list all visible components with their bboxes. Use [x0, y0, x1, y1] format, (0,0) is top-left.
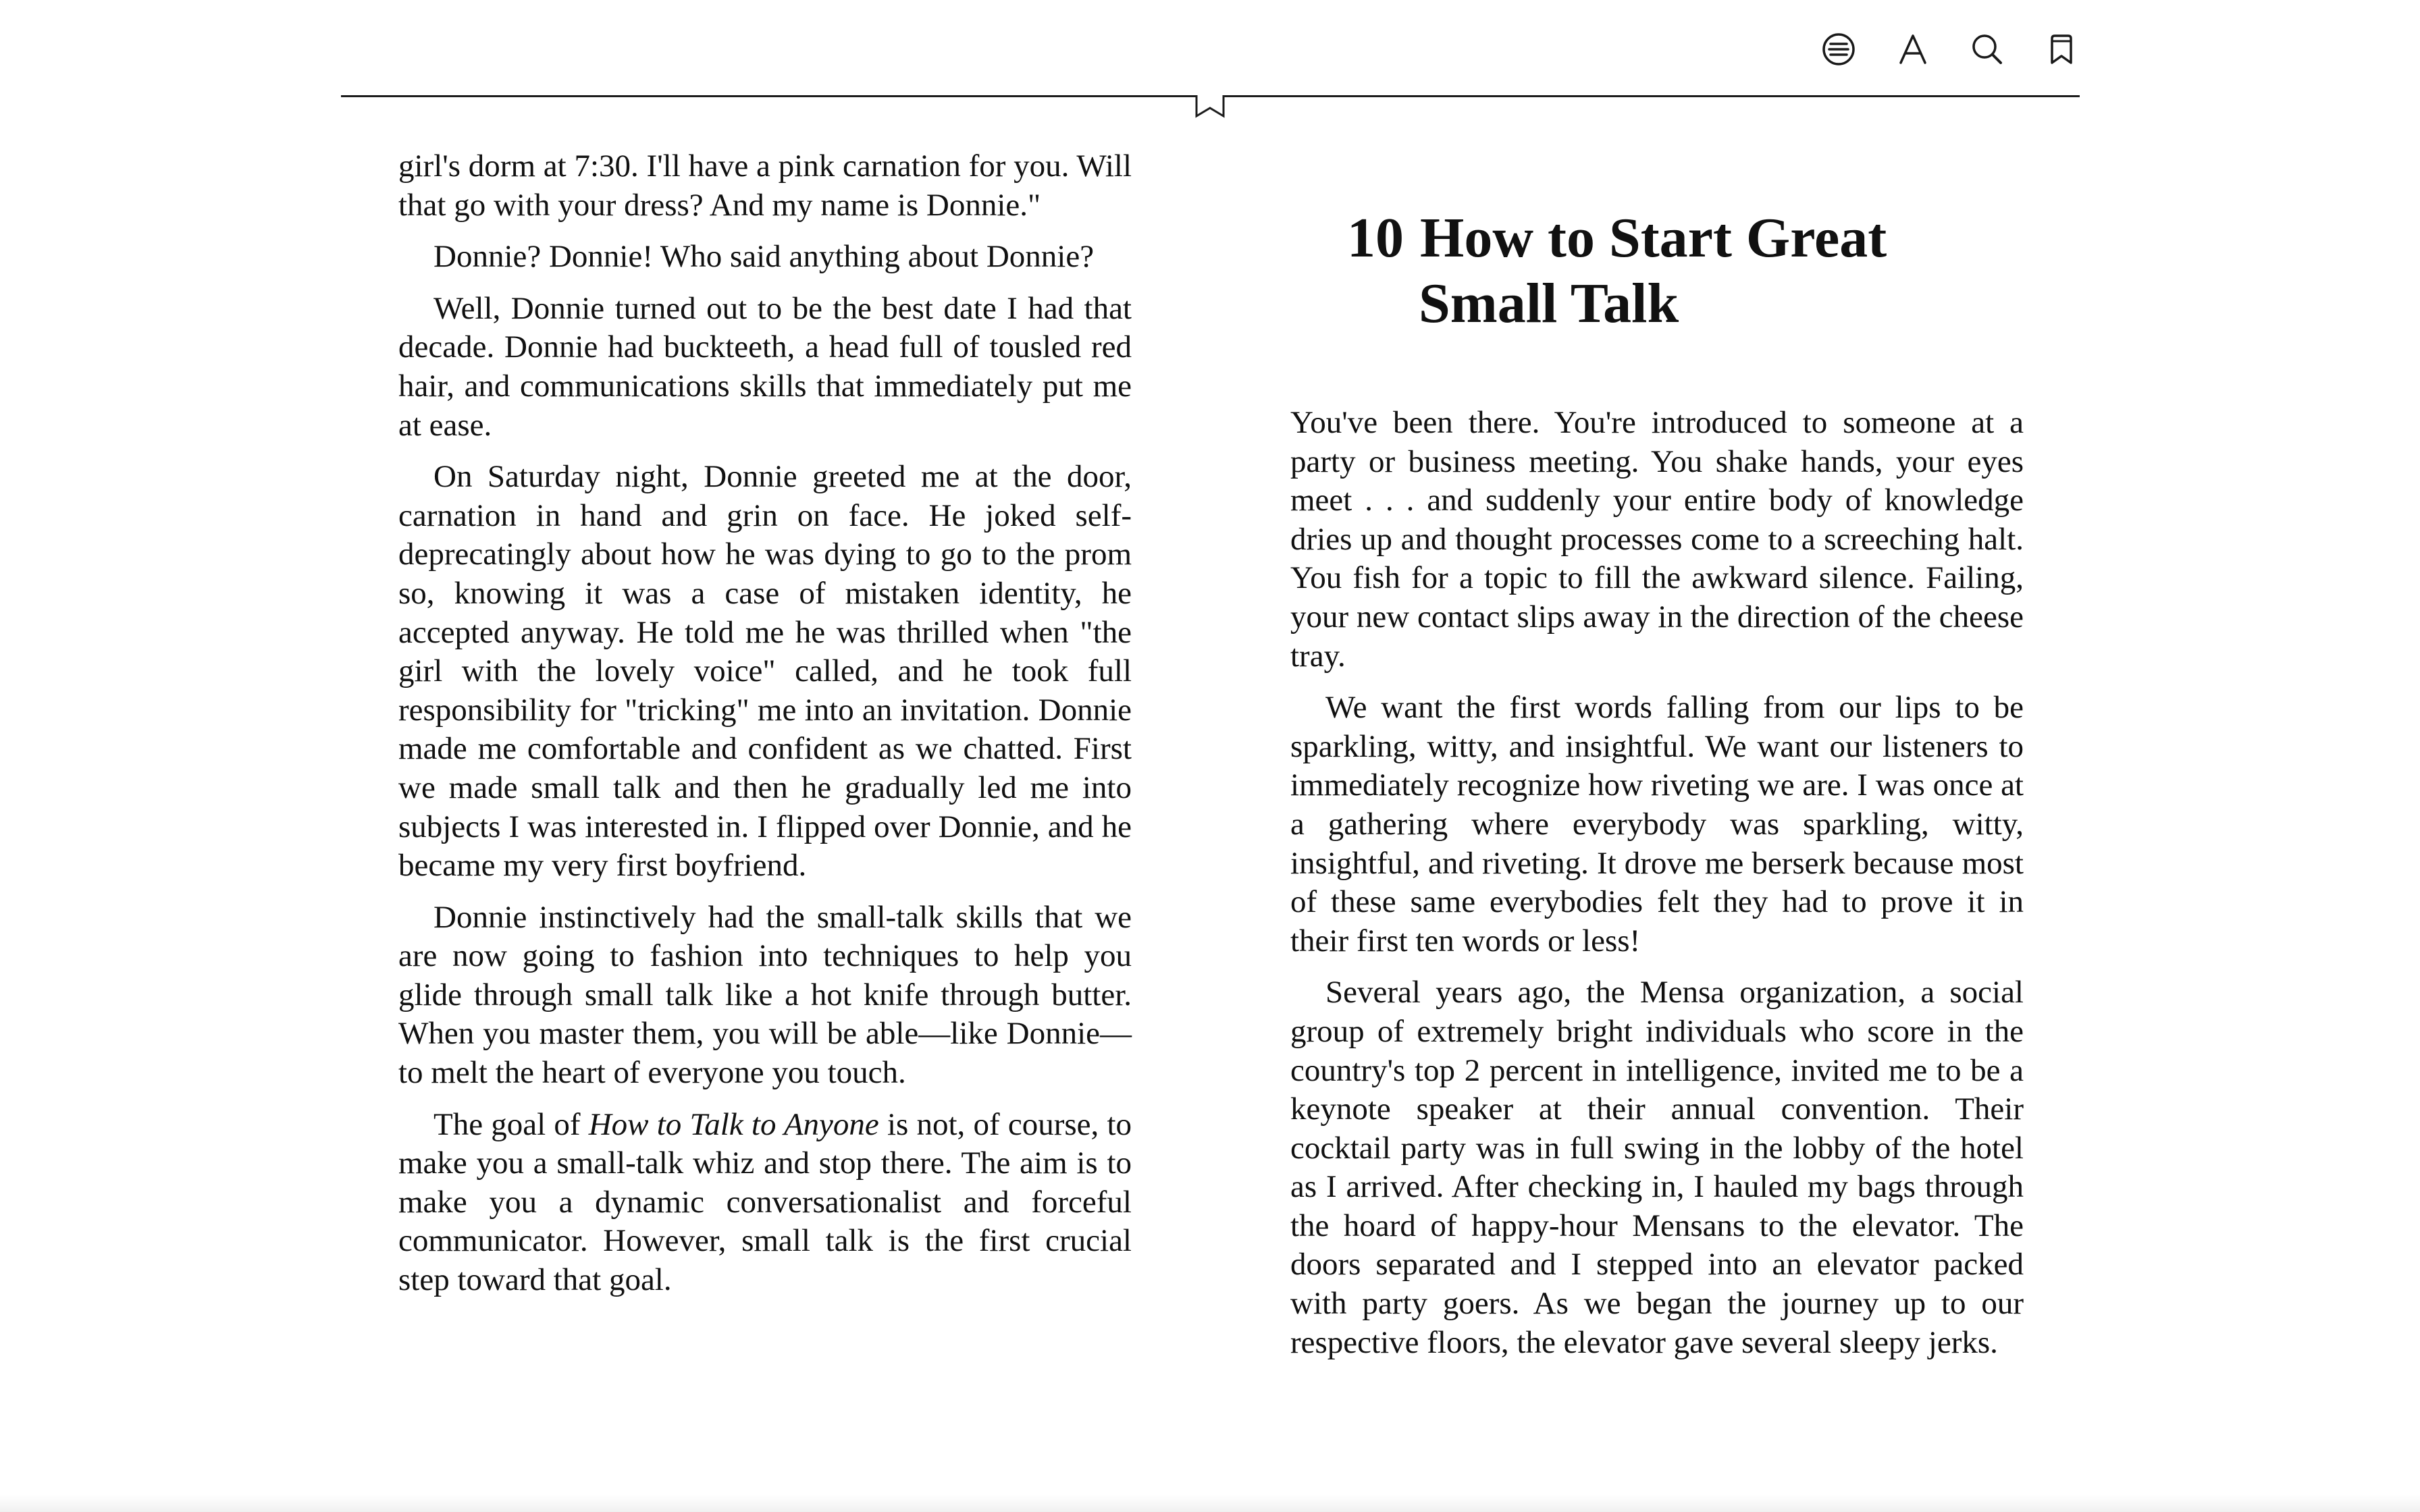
reader-toolbar: [1815, 26, 2099, 73]
text-size-button[interactable]: [1889, 26, 1937, 73]
left-page: [398, 147, 1132, 1313]
paragraph: We want the first words falling from our lips to be sparkling, witty, and insightful. We want our listeners to immediately recognize how riveting we are. I was once at a gathering where everybody was sparkling, witty, insightful, and riveting. It drove me berserk because most of these same everybodies felt they had to prove it in their first ten words or less!: [1290, 690, 2024, 959]
paragraph: You've been there. You're introduced to someone at a party or business meeting. You shake hands, your eyes meet . . . and suddenly your entire body of knowledge dries up and thought processes come to a screeching halt. You fish for a topic to fill the awkward silence. Failing, your new contact slips away in the direction of the cheese tray.: [1290, 405, 2024, 674]
contents-icon: [1820, 30, 1858, 68]
chapter-heading: [1347, 205, 2024, 336]
paragraph: [398, 1106, 1132, 1300]
bottom-edge-shadow: [0, 1494, 2420, 1512]
text-size-icon: [1894, 30, 1932, 68]
paragraph: girl's dorm at 7:30. I'll have a pink carnation for you. Will that go with your dress? And my name is Donnie.": [398, 148, 1132, 223]
paragraph: Several years ago, the Mensa organization, a social group of extremely bright individuals who score in the country's top 2 percent in intelligence, invited me to be a keynote speaker at their annual convention. Their cocktail party was in full swing in the lobby of the hotel as I arrived. After checking in, I hauled my bags through the hoard of happy-hour Mensans to the elevator. The doors separated and I stepped into an elevator packed with party goers. As we began the journey up to our respective floors, the elevator gave several sleepy jerks.: [1290, 975, 2024, 1360]
header-divider-left: [341, 95, 1193, 97]
paragraph: Donnie? Donnie! Who said anything about Donnie?: [433, 239, 1095, 275]
page-ribbon-icon: [1190, 93, 1230, 120]
search-button[interactable]: [1964, 26, 2011, 73]
bookmark-button[interactable]: [2038, 26, 2085, 73]
bookmark-icon: [2043, 30, 2080, 68]
chapter-number: 10: [1347, 207, 1404, 269]
right-page: [1290, 147, 2024, 1375]
header-divider-right: [1228, 95, 2080, 97]
paragraph-text: is not, of course, to make you a small-talk whiz and stop there. The aim is to make you a dynamic conversationalist and forceful communicator. However, small talk is the first crucial step toward that goal.: [398, 1106, 1132, 1298]
paragraph: Donnie instinctively had the small-talk skills that we are now going to fashion into techniques to help you glide through small talk like a hot knife through butter. When you master them, you will be able—like Donnie—to melt the heart of everyone you touch.: [398, 899, 1132, 1091]
paragraph: On Saturday night, Donnie greeted me at the door, carnation in hand and grin on face. He joked self-deprecatingly about how he was dying to go to the prom so, knowing it was a case of mistaken identity, he accepted anyway. He told me he was thrilled when "the girl with the lovely voice" called, and he took full responsibility for "tricking" me into an invitation. Donnie made me comfortable and confident as we chatted. First we made small talk and then he gradually led me into subjects I was interested in. I flipped over Donnie, and he became my very first boyfriend.: [398, 459, 1132, 884]
chapter-title: How to Start Great Small Talk: [1419, 207, 1887, 335]
paragraph-text: The goal of: [433, 1106, 589, 1142]
book-title-italic: How to Talk to Anyone: [588, 1106, 879, 1142]
paragraph: Well, Donnie turned out to be the best date I had that decade. Donnie had buckteeth, a head full of tousled red hair, and communications skills that immediately put me at ease.: [398, 290, 1132, 443]
search-icon: [1968, 30, 2006, 68]
contents-button[interactable]: [1815, 26, 1862, 73]
